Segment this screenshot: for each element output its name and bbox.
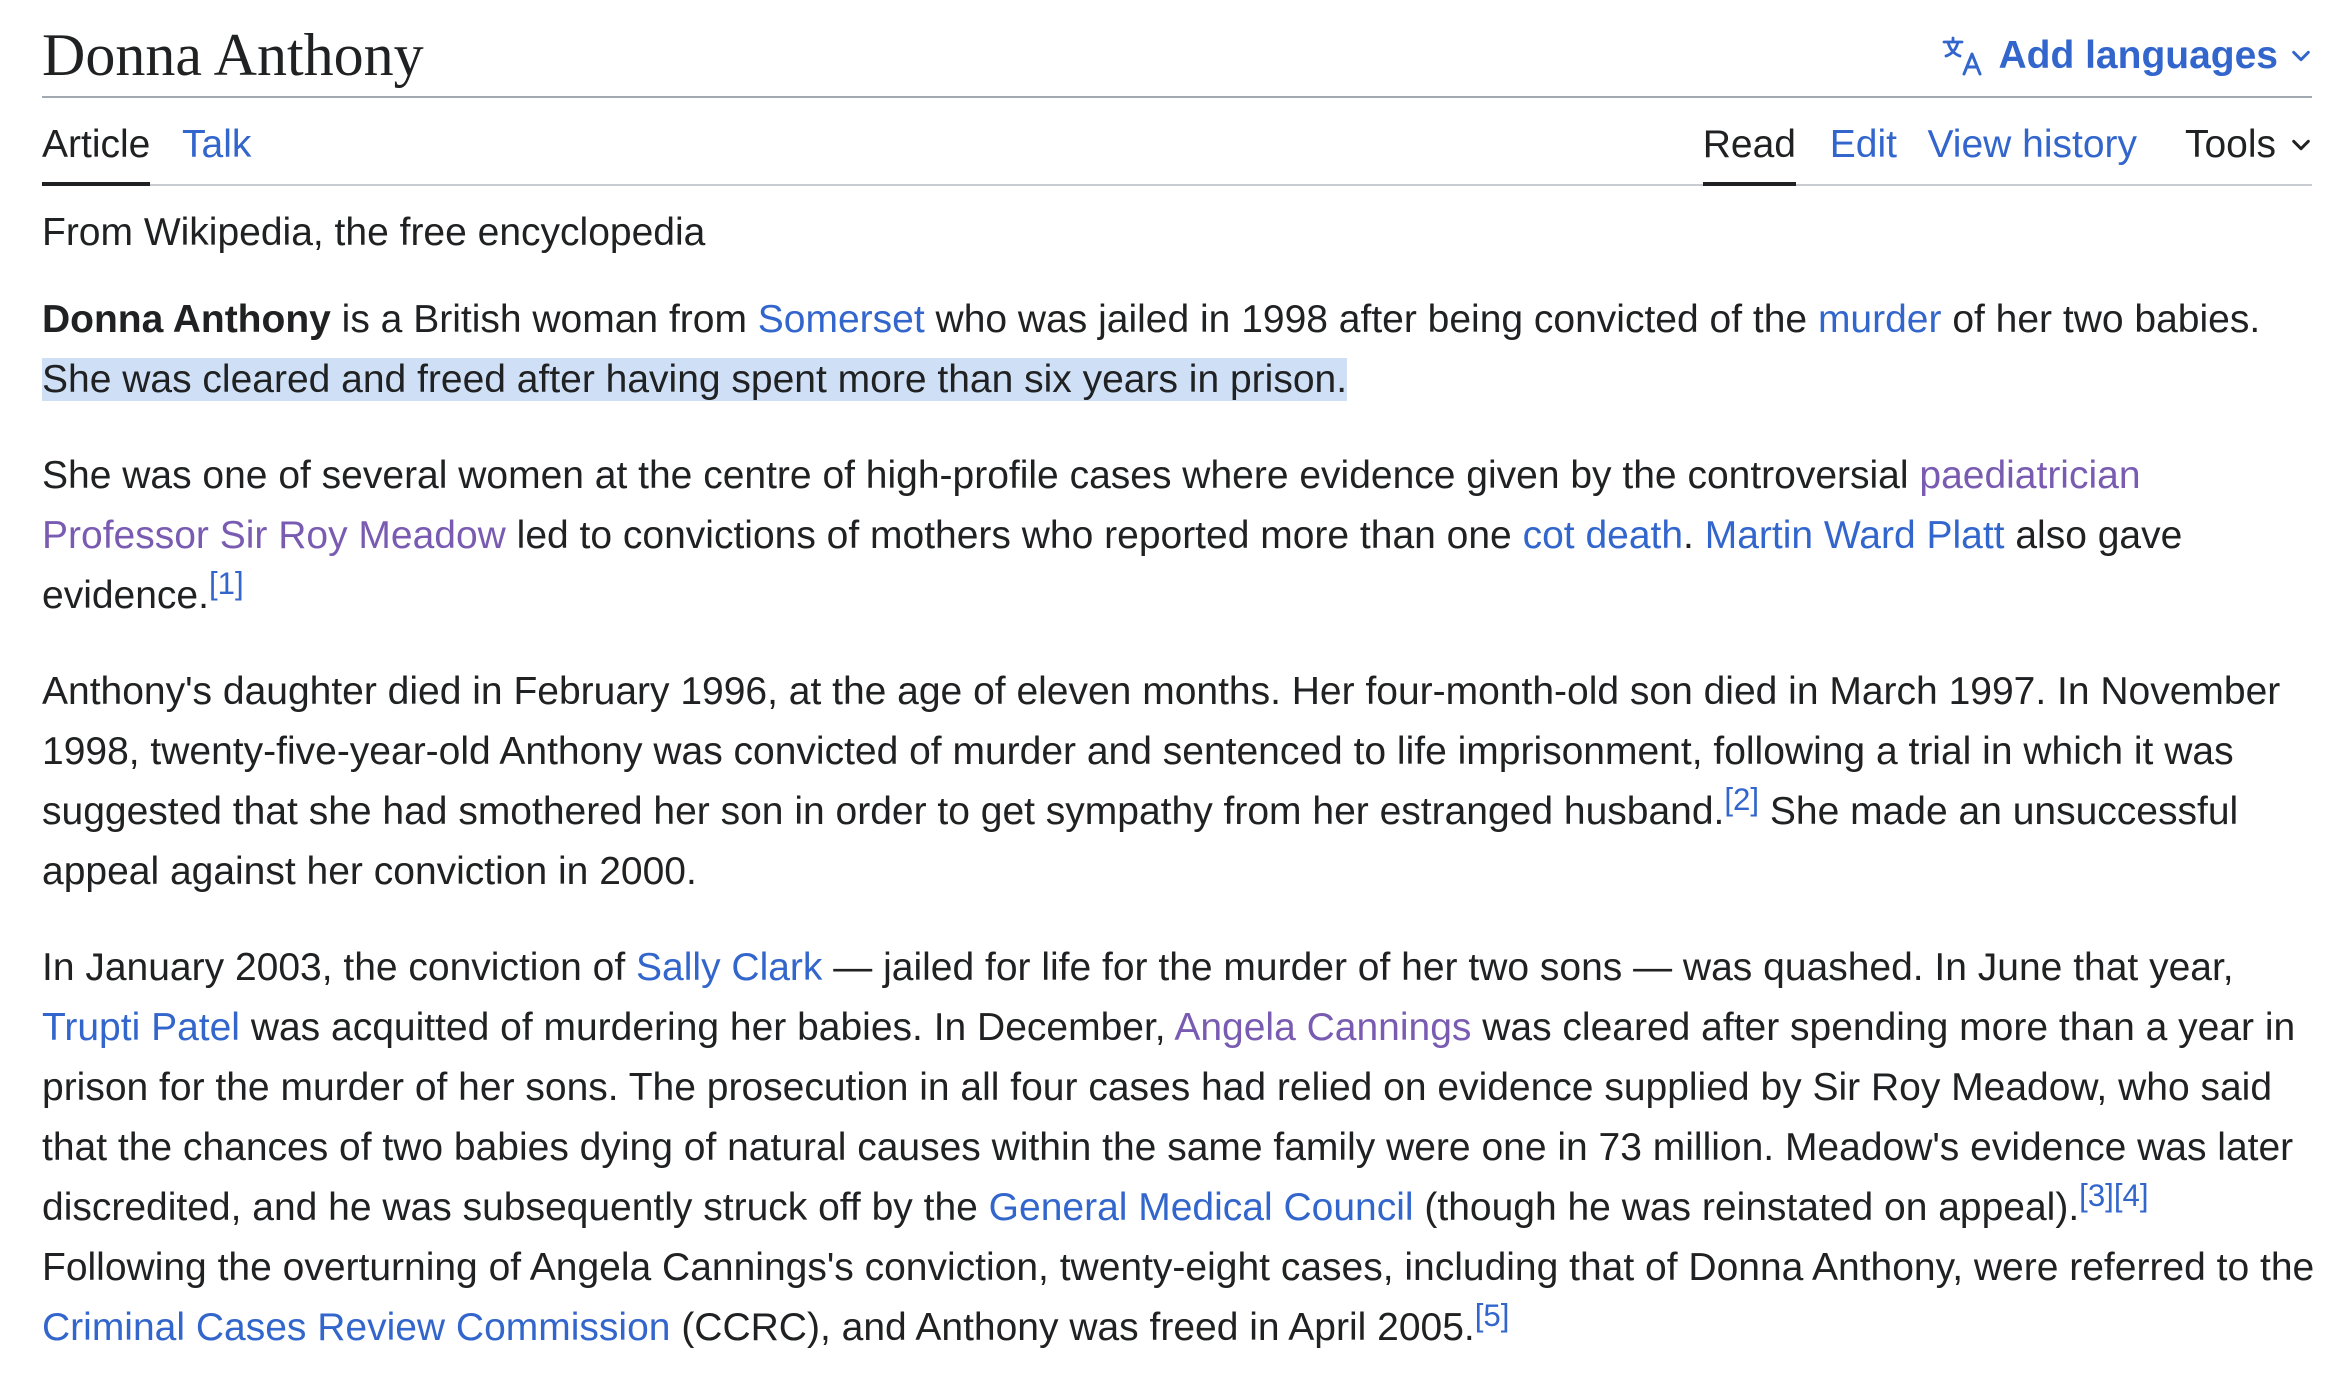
text: was cleared after spending more than a year in prison for the murder of her sons. The prosecution in all four cases had relied on evidence supplied by Sir Roy Meadow, who said that the chances of two babies dying of natural causes within the same family were one in 73 million. Meadow's evidence was later discredited, and he was subsequently struck off by the (42, 1006, 2296, 1229)
text: (though he was reinstated on appeal). (1413, 1186, 2080, 1229)
paragraph-release (42, 938, 2318, 1358)
tab-read[interactable]: Read (1703, 120, 1796, 186)
text: is a British woman from (330, 298, 758, 341)
text: led to convictions of mothers who reported more than one (505, 514, 1523, 557)
chevron-down-icon (2290, 45, 2312, 67)
link-trupti-patel[interactable]: Trupti Patel (42, 1006, 240, 1049)
page-tabs (42, 104, 2312, 186)
link-murder[interactable]: murder (1817, 298, 1942, 341)
paragraph-meadow (42, 446, 2318, 626)
text: — jailed for life for the murder of her two sons — was quashed. In June that year, (822, 946, 2234, 989)
text: also gave evidence. (42, 514, 2183, 617)
text: In January 2003, the conviction of (42, 946, 637, 989)
selected-text[interactable]: She was cleared and freed after having spent more than six years in prison. (42, 358, 1348, 401)
add-languages-button[interactable] (1942, 34, 2312, 78)
add-languages-label: Add languages (1998, 34, 2278, 77)
tools-label: Tools (2184, 123, 2276, 166)
link-angela-cannings[interactable]: Angela Cannings (1174, 1006, 1472, 1049)
tools-menu[interactable] (2185, 120, 2312, 170)
tab-view-history[interactable]: View history (1927, 123, 2137, 166)
link-sally-clark[interactable]: Sally Clark (636, 946, 823, 989)
text: Following the overturning of Angela Cannings's conviction, twenty-eight cases, including that of Donna Anthony, were referred to the (42, 1246, 2315, 1289)
link-general-medical-council[interactable]: General Medical Council (988, 1186, 1414, 1229)
tab-edit[interactable]: Edit (1829, 123, 1897, 166)
text: Anthony's daughter died in February 1996, at the age of eleven months. Her four-month-old son died in March 1997. In November 1998, twenty-five-year-old Anthony was convicted of murder and sentenced to life imprisonment, following a trial in which it was suggested that she had smothered her son in order to get sympathy from her estranged husband. (42, 670, 2281, 833)
text: was acquitted of murdering her babies. In December, (239, 1006, 1175, 1049)
tab-article[interactable]: Article (42, 120, 150, 186)
reference-4[interactable]: [4] (2113, 1178, 2149, 1213)
article-body (42, 208, 2318, 1394)
translate-icon (1942, 36, 1986, 76)
link-somerset[interactable]: Somerset (757, 298, 925, 341)
link-martin-ward-platt[interactable]: Martin Ward Platt (1704, 514, 2005, 557)
title-bar (42, 18, 2312, 98)
text: who was jailed in 1998 after being convicted of the (924, 298, 1818, 341)
text: . (1683, 514, 1705, 557)
text: She was one of several women at the centre of high-profile cases where evidence given by the controversial (42, 454, 1920, 497)
page-title: Donna Anthony (42, 22, 424, 88)
site-tagline: From Wikipedia, the free encyclopedia (42, 211, 706, 254)
reference-2[interactable]: [2] (1724, 782, 1760, 817)
link-cot-death[interactable]: cot death (1522, 514, 1684, 557)
chevron-down-icon (2290, 134, 2312, 156)
reference-5[interactable]: [5] (1474, 1298, 1510, 1333)
link-ccrc[interactable]: Criminal Cases Review Commission (42, 1306, 671, 1349)
link-roy-meadow[interactable]: paediatrician Professor Sir Roy Meadow (42, 454, 2141, 557)
text: (CCRC), and Anthony was freed in April 2005. (670, 1306, 1475, 1349)
tab-talk[interactable]: Talk (182, 123, 252, 166)
text: of her two babies. (1941, 298, 2261, 341)
subject-name: Donna Anthony (42, 298, 331, 341)
text: She made an unsuccessful appeal against her conviction in 2000. (42, 790, 2239, 893)
reference-1[interactable]: [1] (208, 566, 244, 601)
paragraph-intro (42, 290, 2318, 410)
reference-3[interactable]: [3] (2079, 1178, 2114, 1213)
paragraph-conviction (42, 662, 2318, 902)
